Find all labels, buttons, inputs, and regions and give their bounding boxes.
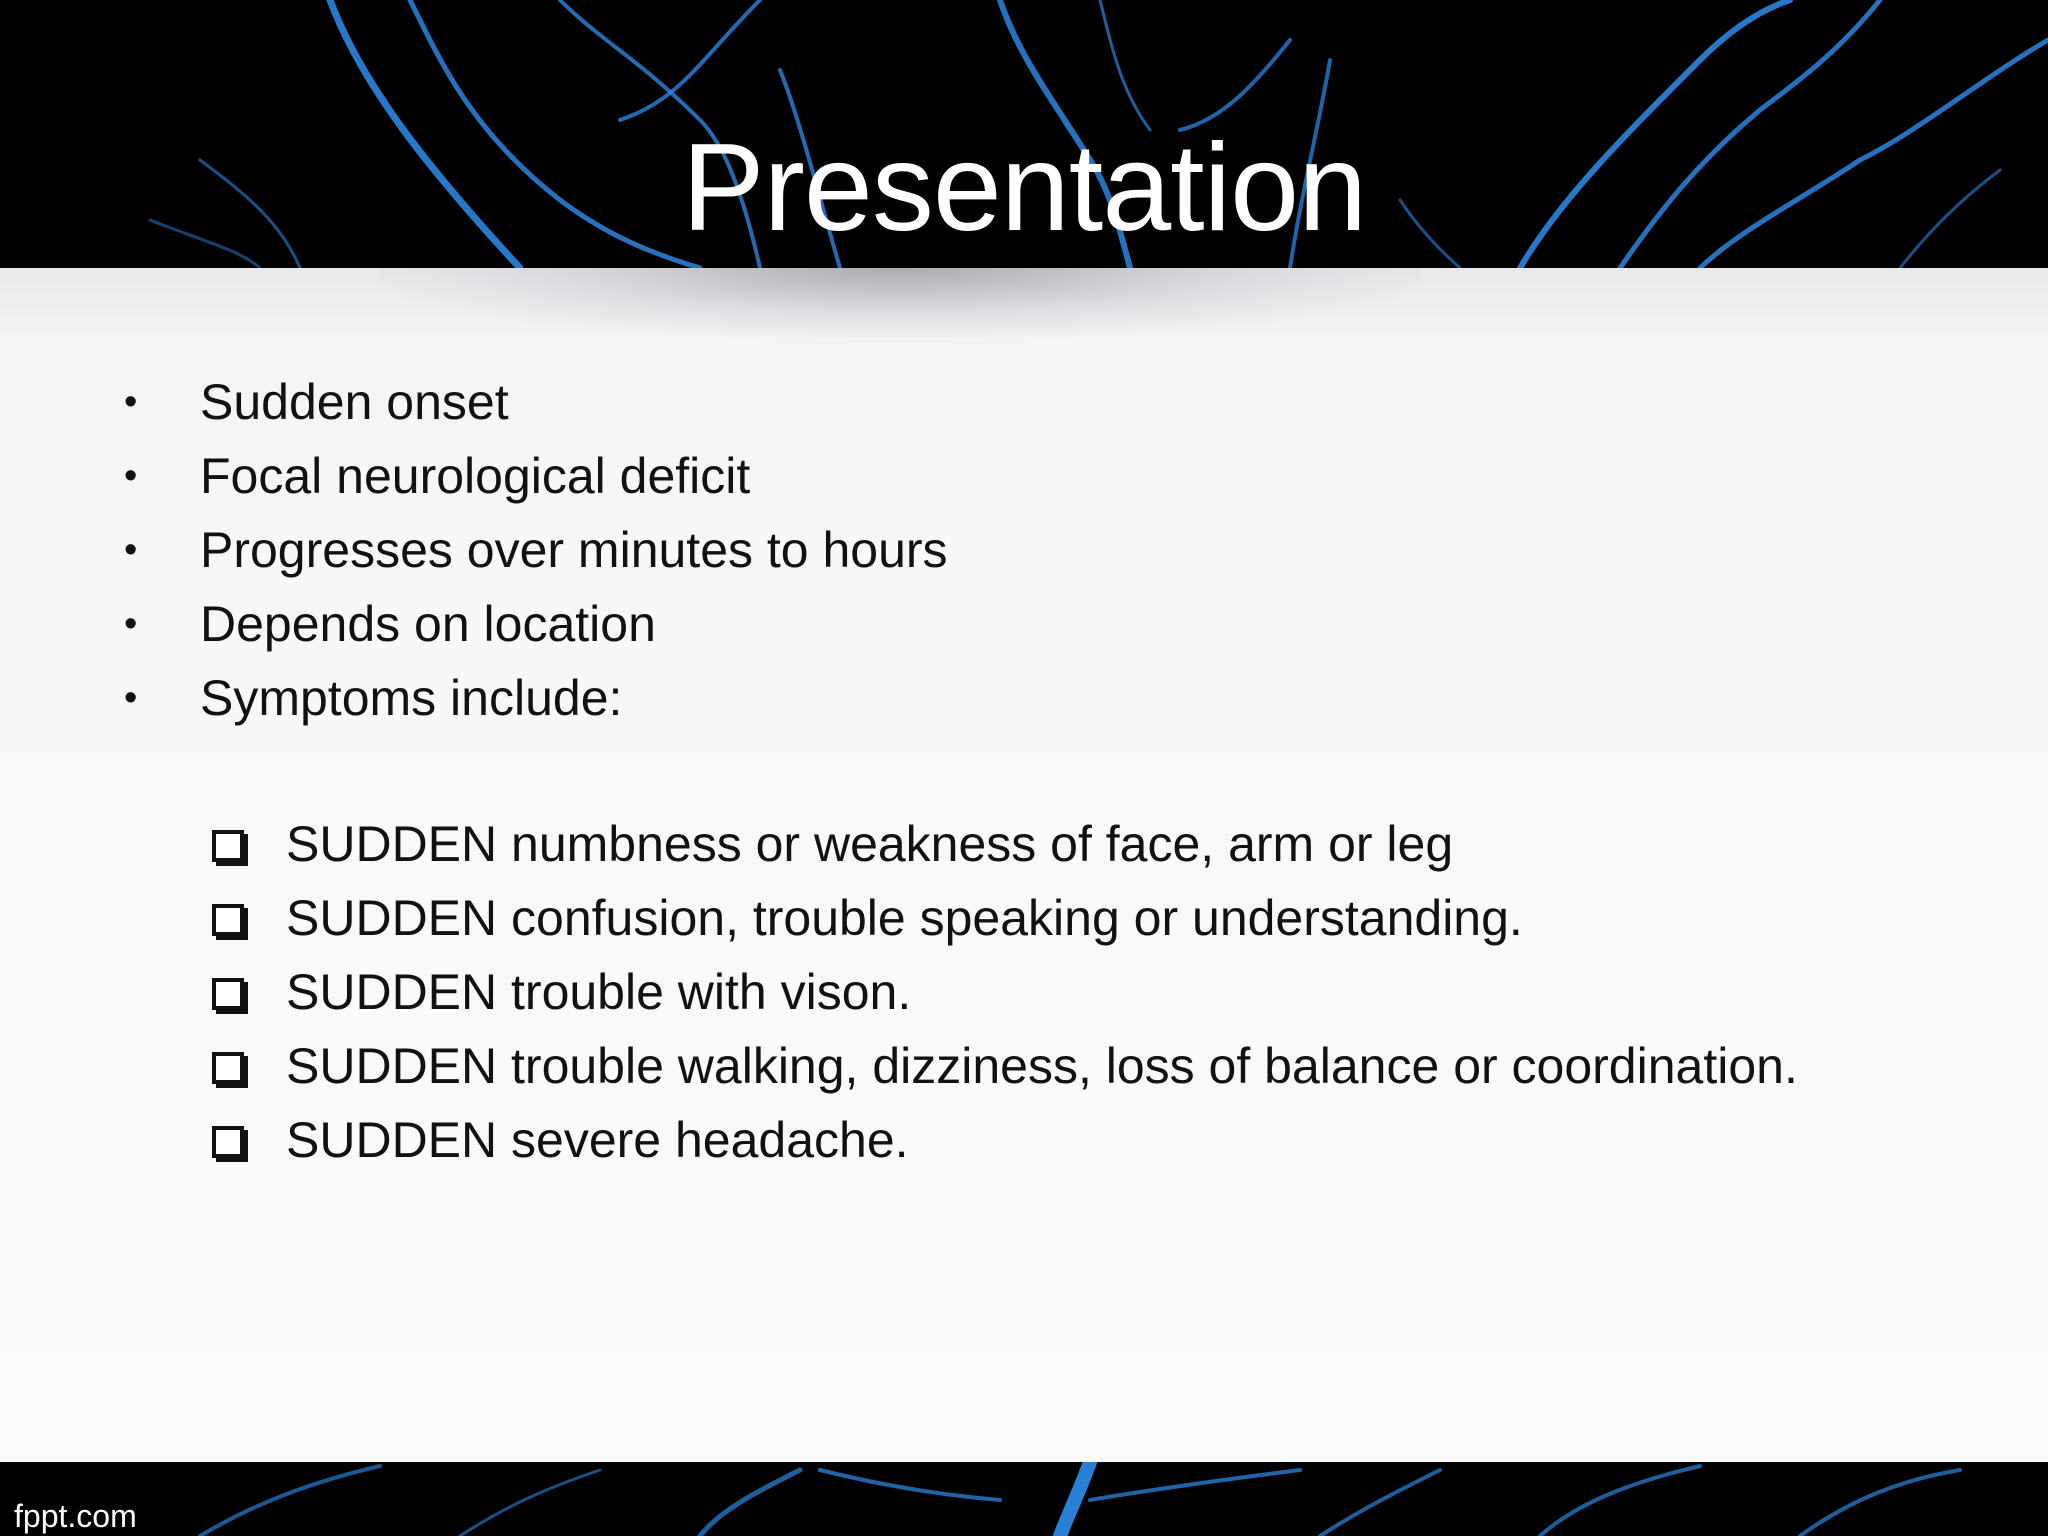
symptom-item: SUDDEN trouble walking, dizziness, loss of balance or coordination. — [212, 1029, 1798, 1103]
checkbox-square-icon — [212, 830, 244, 862]
list-item: • Progresses over minutes to hours — [118, 513, 948, 587]
symptom-item: SUDDEN severe headache. — [212, 1103, 1798, 1177]
checkbox-square-icon — [212, 904, 244, 936]
symptom-list — [212, 807, 1798, 1177]
bullet-list — [118, 365, 948, 735]
bullet-dot-icon: • — [124, 455, 138, 497]
footer-brand: fppt.com — [14, 1498, 137, 1534]
bullet-dot-icon: • — [124, 381, 138, 423]
footer-band — [0, 1462, 2048, 1536]
checkbox-square-icon — [212, 1126, 244, 1158]
bullet-dot-icon: • — [124, 677, 138, 719]
list-item: • Sudden onset — [118, 365, 948, 439]
bullet-dot-icon: • — [124, 529, 138, 571]
slide-title: Presentation — [681, 119, 1367, 257]
symptom-item: SUDDEN trouble with vison. — [212, 955, 1798, 1029]
bullet-dot-icon: • — [124, 603, 138, 645]
list-item: • Focal neurological deficit — [118, 439, 948, 513]
checkbox-square-icon — [212, 978, 244, 1010]
list-item: • Symptoms include: — [118, 661, 948, 735]
symptom-item: SUDDEN confusion, trouble speaking or understanding. — [212, 881, 1798, 955]
symptom-item: SUDDEN numbness or weakness of face, arm or leg — [212, 807, 1798, 881]
checkbox-square-icon — [212, 1052, 244, 1084]
list-item: • Depends on location — [118, 587, 948, 661]
panel-shadow — [380, 268, 1420, 338]
